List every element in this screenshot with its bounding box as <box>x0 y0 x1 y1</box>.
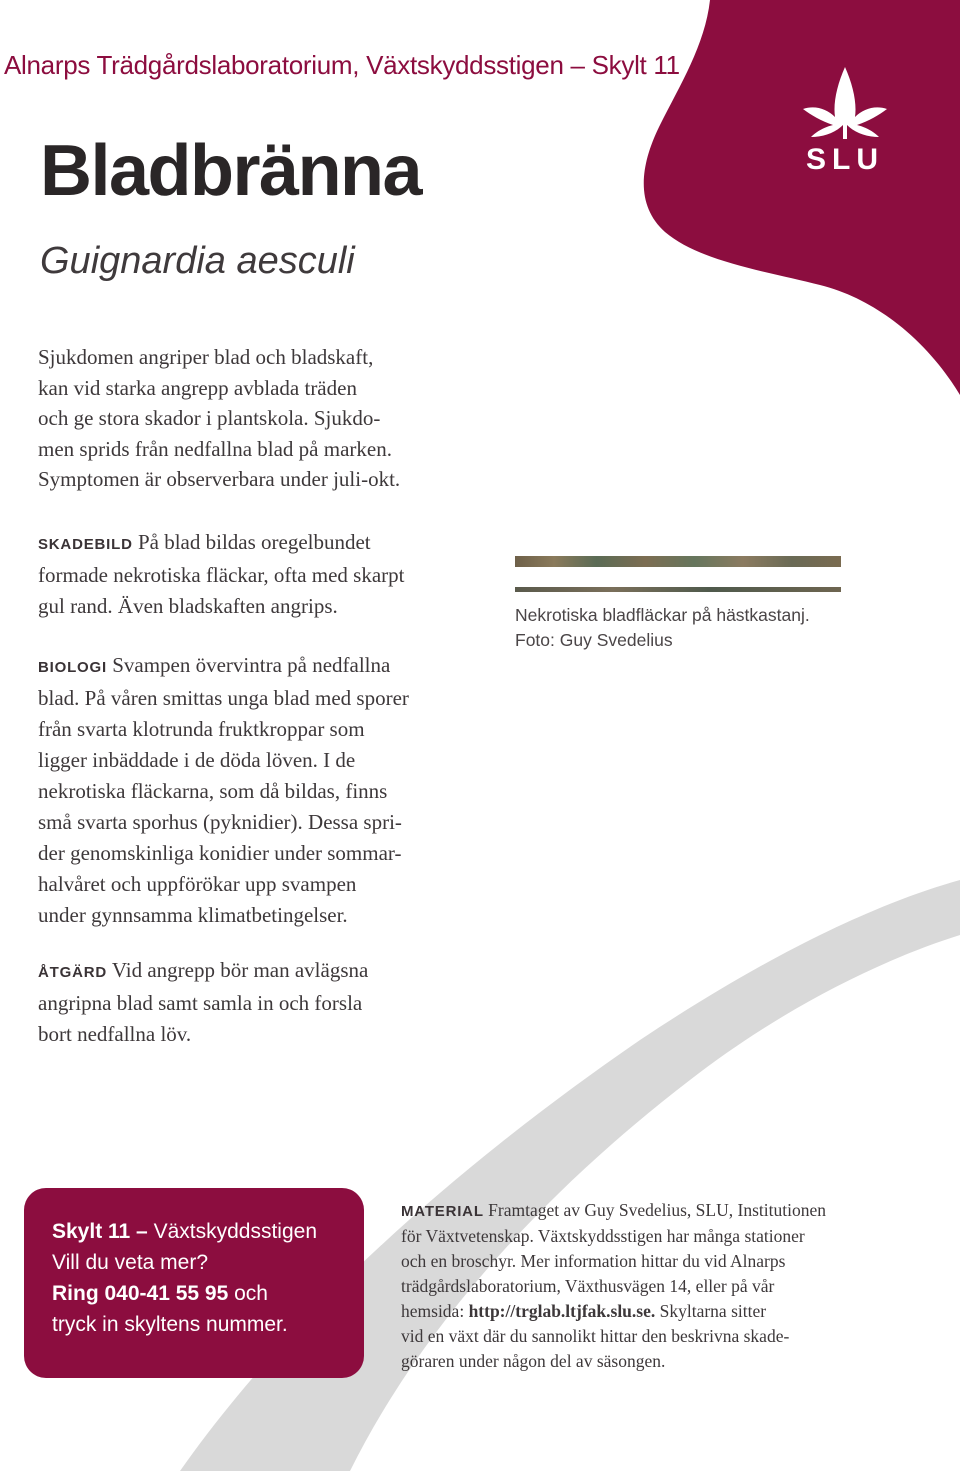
info-box <box>24 1188 364 1378</box>
material-text: Skyltarna sitter <box>655 1301 767 1321</box>
atgard-section <box>38 955 478 1050</box>
page-title: Bladbränna <box>40 131 422 211</box>
material-line <box>401 1299 826 1324</box>
skadebild-line <box>38 527 478 560</box>
infobox-instruction: tryck in skyltens nummer. <box>52 1313 288 1336</box>
infobox-question: Vill du veta mer? <box>52 1251 209 1274</box>
atgard-keyword: ÅTGÄRD <box>38 964 107 981</box>
biologi-line: under gynnsamma klimatbetingelser. <box>38 903 348 927</box>
intro-line: kan vid starka angrepp avblada träden <box>38 375 357 400</box>
page-header: Alnarps Trädgårdslaboratorium, Växtskyddsstigen – Skylt 11 <box>4 50 680 80</box>
intro-line: och ge stora skador i plantskola. Sjukdo- <box>38 406 381 430</box>
material-section <box>401 1198 826 1374</box>
photo-credit: Foto: Guy Svedelius <box>515 630 673 650</box>
material-line: trädgårdslaboratorium, Växthusvägen 14, eller på vår <box>401 1276 775 1296</box>
photo-caption <box>515 603 810 653</box>
infobox-och: och <box>228 1282 268 1305</box>
material-line <box>401 1198 826 1224</box>
biologi-line: från svarta klotrunda fruktkroppar som <box>38 717 365 741</box>
infobox-line <box>52 1278 317 1309</box>
scientific-name: Guignardia aesculi <box>40 240 355 282</box>
biologi-line: små svarta sporhus (pyknidier). Dessa spri- <box>38 810 402 834</box>
biologi-line: blad. På våren smittas unga blad med sporer <box>38 686 409 710</box>
skadebild-line: gul rand. Även bladskaften angrips. <box>38 594 338 618</box>
intro-line: Sjukdomen angriper blad och bladskaft, <box>38 345 374 369</box>
intro-line: Symptomen är observerbara under juli-okt. <box>38 467 401 491</box>
intro-paragraph <box>38 342 478 495</box>
trail-name: Växtskyddsstigen <box>147 1220 318 1243</box>
material-keyword: MATERIAL <box>401 1203 484 1220</box>
caption-text: Nekrotiska bladfläckar på hästkastanj. <box>515 605 810 625</box>
biologi-line: nekrotiska fläckarna, som då bildas, finns <box>38 779 388 803</box>
website-prefix: hemsida: <box>401 1301 469 1321</box>
material-line: göraren under någon del av säsongen. <box>401 1351 666 1371</box>
skylt-number: Skylt 11 – <box>52 1220 148 1243</box>
skadebild-keyword: SKADEBILD <box>38 536 133 553</box>
slu-wordmark: SLU <box>806 143 884 175</box>
skadebild-text: På blad bildas oregelbundet <box>132 530 371 554</box>
atgard-text: Vid angrepp bör man avlägsna <box>106 958 369 982</box>
biologi-line: der genomskinliga konidier under sommar- <box>38 841 402 865</box>
skadebild-line: formade nekrotiska fläckar, ofta med skarpt <box>38 563 405 587</box>
leaf-photo <box>515 556 841 592</box>
slu-logo <box>795 65 895 175</box>
atgard-line: angripna blad samt samla in och forsla <box>38 991 363 1015</box>
infobox-line <box>52 1216 317 1247</box>
biologi-line <box>38 650 478 683</box>
website-link[interactable]: http://trglab.ltjfak.slu.se. <box>468 1301 656 1321</box>
biologi-text: Svampen övervintra på nedfallna <box>106 653 391 677</box>
material-text: Framtaget av Guy Svedelius, SLU, Institutionen <box>483 1200 826 1220</box>
phone-number: Ring 040-41 55 95 <box>52 1282 229 1305</box>
material-line: vid en växt där du sannolikt hittar den beskrivna skade- <box>401 1326 790 1346</box>
brand-corner-shape <box>644 0 960 395</box>
biologi-section <box>38 650 478 931</box>
slu-leaf-icon <box>795 65 895 175</box>
skadebild-section <box>38 527 478 622</box>
photo-strip <box>515 556 841 567</box>
photo-strip <box>515 587 841 592</box>
material-line: för Växtvetenskap. Växtskyddsstigen har många stationer <box>401 1226 805 1246</box>
material-line: och en broschyr. Mer information hittar du vid Alnarps <box>401 1251 786 1271</box>
biologi-line: ligger inbäddade i de döda löven. I de <box>38 748 356 772</box>
biologi-line: halvåret och uppförökar upp svampen <box>38 872 357 896</box>
atgard-line: bort nedfallna löv. <box>38 1022 192 1046</box>
biologi-keyword: BIOLOGI <box>38 659 107 676</box>
intro-line: men sprids från nedfallna blad på marken. <box>38 436 392 461</box>
atgard-line <box>38 955 478 988</box>
